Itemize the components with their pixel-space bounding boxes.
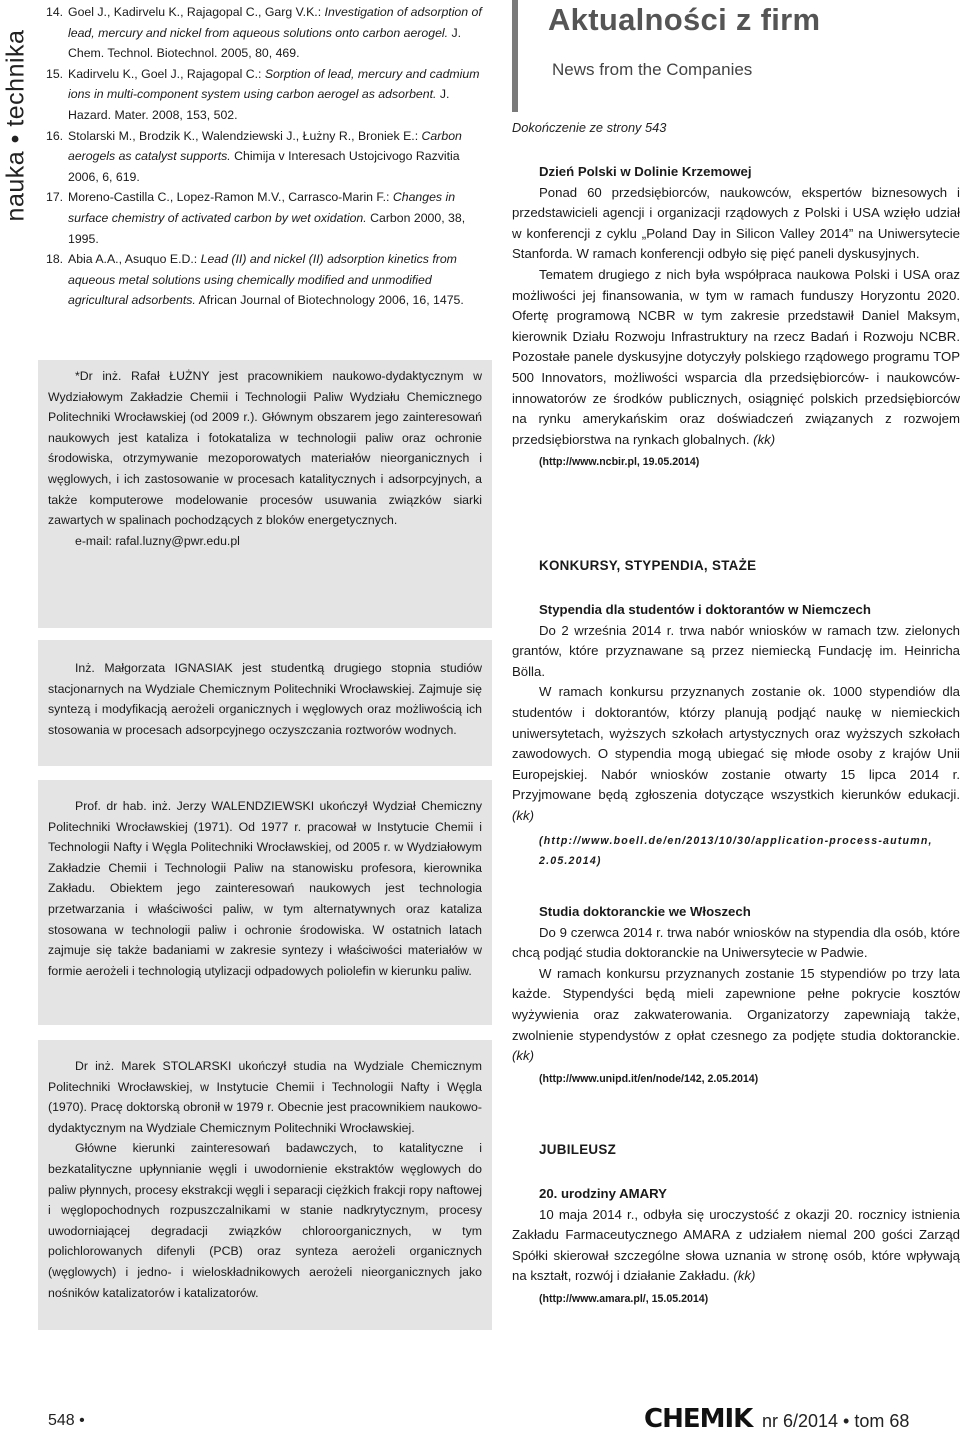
author-email: e-mail: rafal.luzny@pwr.edu.pl: [75, 533, 240, 548]
article-germany-scholarships: [512, 600, 960, 872]
journal-logo: CHEMIK: [644, 1404, 753, 1434]
author-bio-ignasiak: [38, 640, 492, 766]
bio-text: Prof. dr hab. inż. Jerzy WALENDZIEWSKI ukończył Wydział Chemiczny Politechniki Wrocławskiej (1971). Od 1977 r. pracował w Instytucie Chemii i Technologii Nafty i Węgla Politechniki Wrocławskiej, od 2005 r. w Wydziałowym Zakładzie Chemii i Technologii Paliw na stanowisku profesora, kierownika Zakładu. Obiektem jego zainteresowań naukowych jest technologia przetwarzania i właściwości paliw, w tym alternatywnych oraz kataliza stosowana w technologii paliw i ochronie środowiska. W ostatnich latach zajmuje się także badaniami w zakresie syntezy i właściwości materiałów w formie aerożeli i technologią utylizacji odpadowych poliolefin w kierunku paliw.: [48, 799, 482, 978]
reference-title: Sorption of lead, mercury and cadmium ions in multi-component system using carbon aerogel as adsorbent.: [68, 66, 480, 102]
reference-authors: Kadirvelu K., Goel J., Rajagopal C.:: [68, 66, 265, 81]
article-title: Stypendia dla studentów i doktorantów w Niemczech: [539, 602, 871, 617]
bio-text: Dr inż. Marek STOLARSKI ukończył studia na Wydziale Chemicznym Politechniki Wrocławskiej, w Instytucie Chemii i Technologii Nafty i Węgla (1970). Pracę doktorską obronił w 1979 r. Obecnie jest pracownikiem naukowo-dydaktycznym na Wydziale Chemicznym Politechniki Wrocławskiej.: [48, 1059, 482, 1135]
article-paragraph: W ramach konkursu przyznanych zostanie ok. 1000 stypendiów dla studentów i doktorantów, którzy planują podjąć naukę w niemieckich uniwersytetach, wyższych szkołach artystycznych oraz wyższych szkołach zawodowych. O stypendia mogą ubiegać się młode osoby z krajów Unii Europejskiej. Nabór wniosków zostanie otwarty 15 lipca 2014 r. Przyjmowane będą zgłoszenia dotyczące wszystkich kierunków edukacji. (kk): [512, 684, 960, 823]
reference-number: 16.: [46, 128, 64, 143]
article-title: Studia doktoranckie we Włoszech: [539, 904, 751, 919]
section-title: KONKURSY, STYPENDIA, STAŻE: [539, 558, 757, 573]
reference-number: 14.: [46, 5, 64, 19]
reference-number: 18.: [46, 252, 64, 267]
reference-title: Carbon aerogels as catalyst supports.: [68, 128, 462, 164]
reference-authors: Goel J., Kadirvelu K., Rajagopal C., Garg V.K.:: [68, 5, 325, 19]
reference-item: [46, 249, 492, 311]
section-heading: [512, 1140, 960, 1161]
reference-item: [46, 64, 492, 126]
article-source: (http://www.unipd.it/en/node/142, 2.05.2014): [539, 1072, 759, 1085]
reference-number: 17.: [46, 190, 64, 205]
section-title: JUBILEUSZ: [539, 1142, 617, 1157]
reference-source: African Journal of Biotechnology 2006, 16, 1475.: [195, 293, 464, 308]
article-paragraph: Do 2 września 2014 r. trwa nabór wniosków w ramach tzw. zielonych grantów, które przyznawane są przez niemiecką Fundację im. Heinricha Bölla.: [512, 622, 960, 679]
article-title: 20. urodziny AMARY: [539, 1186, 667, 1201]
reference-authors: Abia A.A., Asuquo E.D.:: [68, 252, 201, 267]
article-paragraph: Do 9 czerwca 2014 r. trwa nabór wniosków na stypendia dla osób, które chcą podjąć studia doktoranckie na Uniwersytecie w Padwie.: [512, 924, 960, 961]
issue-info: nr 6/2014 • tom 68: [762, 1411, 910, 1431]
article-source: (http://www.ncbir.pl, 19.05.2014): [539, 456, 700, 469]
reference-source: J. Chem. Technol. Biotechnol. 2005, 80, 469.: [68, 25, 462, 61]
bio-text: Główne kierunki zainteresowań badawczych, to katalityczne i bezkatalityczne upłynnianie węgli i uwodornienie ekstraktów węglowych do paliw płynnych, procesy ekstrakcji węgli i separacji ciężkich frakcji ropy naftowej i węglopochodnych rozpuszczalnikami w stanie nadkrytycznym, procesy uwodorniającej degradacji związków chloroorganicznych, w tym polichlorowanych difenyli (PCB) oraz synteza aerożeli organicznych (węglowych) i jedno- i wieloskładnikowych aerożeli nieorganicznych jako nośników katalizatorów i katalizatorów.: [48, 1141, 482, 1300]
section-label: nauka • technika: [1, 29, 30, 221]
reference-list: [46, 2, 492, 311]
continued-note: Dokończenie ze strony 543: [512, 120, 667, 135]
section-heading: [512, 556, 960, 577]
bio-text: Inż. Małgorzata IGNASIAK jest studentką drugiego stopnia studiów stacjonarnych na Wydziale Chemicznym Politechniki Wrocławskiej. Zajmuje się syntezą i modyfikacją aerożeli organicznych i węglowych oraz możliwością ich stosowania w procesach adsorpcyjnego oczyszczania roztworów wodnych.: [48, 661, 482, 737]
article-italy-phd: [512, 902, 960, 1089]
reference-authors: Stolarski M., Brodzik K., Walendziewski J., Łużny R., Broniek E.:: [68, 128, 422, 143]
article-title: Dzień Polski w Dolinie Krzemowej: [539, 164, 752, 179]
article-poland-day: [512, 162, 960, 473]
reference-item: [46, 187, 492, 249]
news-title: Aktualności z firm: [548, 2, 821, 37]
article-amara: [512, 1184, 960, 1310]
reference-title: Lead (II) and nickel (II) adsorption kinetics from aqueous metal solutions using chemically modified and unmodified agricultural adsorbents.: [68, 252, 457, 308]
article-paragraph: 10 maja 2014 r., odbyła się uroczystość z okazji 20. rocznicy istnienia Zakładu Farmaceutycznego AMARA z udziałem niemal 200 gości Zarząd Spółki skierował szczególne słowa uznania w stronę osób, które wpływają na kształt, rozwój i działanie Zakładu. (kk): [512, 1206, 960, 1284]
reference-source: Chimija v Interesach Ustojcivogo Razvitia 2006, 6, 619.: [68, 149, 460, 184]
page-number: 548 •: [48, 1412, 85, 1429]
article-source: (http://www.boell.de/en/2013/10/30/application-process-autumn, 2.05.2014): [539, 834, 933, 868]
reference-number: 15.: [46, 66, 64, 81]
author-bio-stolarski: [38, 1040, 492, 1330]
reference-title: Changes in surface chemistry of activated carbon by wet oxidation.: [68, 190, 456, 225]
author-bio-luzny: [38, 360, 492, 628]
article-paragraph: Tematem drugiego z nich była współpraca naukowa Polski i USA oraz możliwości jej finansowania, w tym w ramach funduszy Horyzontu 2020. Ofertę programową NCBR w tym zakresie przedstawił Daniel Maksym, kierownik Działu Rozwoju Infrastruktury na rzecz Badań i Rozwoju NCBR. Pozostałe panele dyskusyjne dotyczyły polskiego rządowego programu TOP 500 Innovators, możliwości wsparcia dla przedsiębiorców- i naukowców-innowatorów ze środków publicznych, osiągnięć polskich przedsiębiorców na rynku amerykańskim oraz doświadczeń związanych z rozwojem przedsiębiorstwa na rynkach globalnych. (kk): [512, 266, 960, 447]
reference-source: Carbon 2000, 38, 1995.: [68, 210, 466, 246]
bio-text: *Dr inż. Rafał ŁUŻNY jest pracownikiem naukowo-dydaktycznym w Wydziałowym Zakładzie Chemii i Technologii Paliw Wydziału Chemicznego Politechniki Wrocławskiej (od 2009 r.). Głównym obszarem jego zainteresowań naukowych jest kataliza i fotokataliza w technologii paliw oraz ochronie środowiska, otrzymywanie mezoporowatych materiałów nieorganicznych i węglowych, i ich zastosowanie w procesach katalitycznych i adsorpcyjnych, a także komputerowe modelowanie procesów usuwania związków siarki zawartych w spalinach pochodzących z bloków energetycznych.: [48, 369, 482, 528]
news-subtitle: News from the Companies: [552, 60, 753, 79]
article-source: (http://www.amara.pl/, 15.05.2014): [539, 1292, 709, 1305]
reference-source: J. Hazard. Mater. 2008, 153, 502.: [68, 87, 450, 122]
reference-item: [46, 126, 492, 188]
reference-title: Investigation of adsorption of lead, mercury and nickel from aqueous solutions onto carbon aerogel.: [68, 5, 482, 40]
article-paragraph: Ponad 60 przedsiębiorców, naukowców, ekspertów biznesowych i przedstawicieli agencji i organizacji rządowych z Polski i USA wzięło udział w konferencji z cyklu „Poland Day in Silicon Valley 2014” na Uniwersytecie Stanforda. W ramach konferencji odbyło się pięć paneli dyskusyjnych.: [512, 184, 960, 262]
reference-item: [46, 2, 492, 64]
author-bio-walendziewski: [38, 780, 492, 1025]
reference-authors: Moreno-Castilla C., Lopez-Ramon M.V., Carrasco-Marin F.:: [68, 190, 393, 205]
article-paragraph: W ramach konkursu przyznanych zostanie 15 stypendiów po trzy lata każde. Stypendyści będą mieli zapewnione pełne pokrycie kosztów wyżywienia oraz zakwaterowania. Organizatorzy zapewniają także, zwolnienie stypendystów z opłat czesnego za podjęte studia doktoranckie. (kk): [512, 965, 960, 1064]
